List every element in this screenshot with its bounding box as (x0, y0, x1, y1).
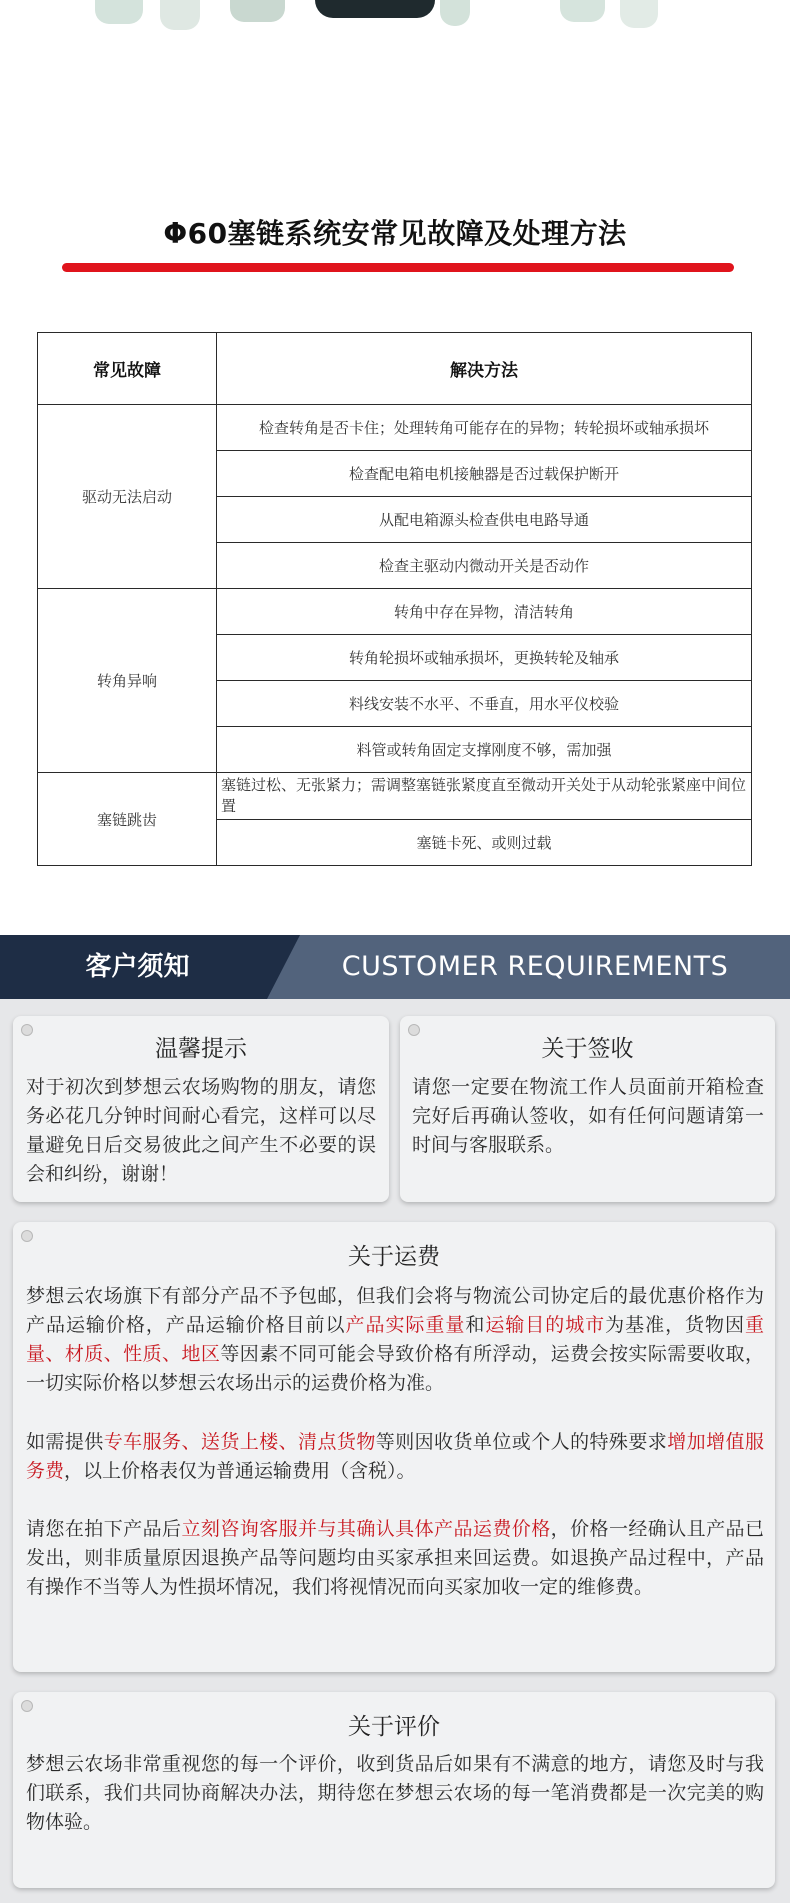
text-run: 等则因收货单位或个人的特殊要求 (375, 1431, 668, 1453)
fault-category: 驱动无法启动 (38, 405, 217, 589)
solution-cell: 检查配电箱电机接触器是否过载保护断开 (217, 451, 752, 497)
highlight-run: 增加增值服务费 (26, 1431, 764, 1482)
text-run: 如需提供 (26, 1431, 104, 1453)
review-card (13, 1692, 775, 1888)
solution-cell: 塞链过松、无张紧力；需调整塞链张紧度直至微动开关处于从动轮张紧座中间位置 (217, 773, 752, 820)
sign-text: 请您一定要在物流工作人员面前开箱检查完好后再确认签收，如有任何问题请第一时间与客服联系。 (412, 1076, 764, 1156)
solution-cell: 料线安装不水平、不垂直，用水平仪校验 (217, 681, 752, 727)
text-run: 请您在拍下产品后 (26, 1518, 182, 1540)
fault-table (37, 332, 752, 866)
freight-paragraph-1 (26, 1282, 764, 1398)
fault-category: 塞链跳齿 (38, 773, 217, 866)
text-run: ，价格一经确认且产品已发出，则非质量原因退换产品等问题均由买家承担来回运费。如退换产品过程中，产品有操作不当等人为性损坏情况，我们将视情况而向买家加收一定的维修费。 (26, 1518, 764, 1598)
freight-title: 关于运费 (348, 1244, 440, 1270)
highlight-run: 运输目的城市 (485, 1314, 606, 1336)
solution-cell: 检查转角是否卡住；处理转角可能存在的异物；转轮损坏或轴承损坏 (217, 405, 752, 451)
customer-requirements-banner (0, 935, 790, 999)
sign-title: 关于签收 (541, 1036, 634, 1062)
tips-text: 对于初次到梦想云农场购物的朋友，请您务必花几分钟时间耐心看完，这样可以尽量避免日后交易彼此之间产生不必要的误会和纠纷，谢谢！ (26, 1076, 376, 1185)
banner-title-cn: 客户须知 (85, 952, 190, 982)
table-row (38, 589, 752, 635)
highlight-run: 立刻咨询客服并与其确认具体产品运费价格 (181, 1518, 551, 1540)
highlight-run: 产品实际重量 (345, 1314, 466, 1336)
table-row (38, 405, 752, 451)
freight-paragraph-3 (26, 1515, 764, 1602)
text-run: 为基准，货物因 (605, 1314, 745, 1336)
banner-title-en: CUSTOMER REQUIREMENTS (341, 951, 729, 982)
freight-paragraph-2 (26, 1428, 764, 1486)
freight-card (13, 1222, 775, 1672)
sign-card (400, 1016, 775, 1202)
section-title: Φ60塞链系统安常见故障及处理方法 (163, 217, 627, 250)
highlight-run: 专车服务、送货上楼、清点货物 (103, 1431, 376, 1453)
text-run: 和 (465, 1314, 486, 1336)
review-text: 梦想云农场非常重视您的每一个评价，收到货品后如果有不满意的地方，请您及时与我们联系，我们共同协商解决办法，期待您在梦想云农场的每一笔消费都是一次完美的购物体验。 (26, 1753, 764, 1833)
solution-cell: 料管或转角固定支撑刚度不够，需加强 (217, 727, 752, 773)
text-run: ，以上价格表仅为普通运输费用（含税）。 (64, 1460, 416, 1482)
solution-cell: 检查主驱动内微动开关是否动作 (217, 543, 752, 589)
review-title: 关于评价 (348, 1714, 440, 1740)
solution-cell: 转角中存在异物，清洁转角 (217, 589, 752, 635)
solution-cell: 塞链卡死、或则过载 (217, 820, 752, 866)
table-header-row (38, 333, 752, 405)
header-fault: 常见故障 (38, 333, 217, 405)
header-solution: 解决方法 (217, 333, 752, 405)
tips-card (13, 1016, 389, 1202)
highlight-run: 重量、材质、性质、地区 (26, 1314, 764, 1365)
text-run: 等因素不同可能会导致价格有所浮动，运费会按实际需要收取，一切实际价格以梦想云农场出示的运费价格为准。 (26, 1343, 764, 1394)
solution-cell: 转角轮损坏或轴承损坏，更换转轮及轴承 (217, 635, 752, 681)
solution-cell: 从配电箱源头检查供电电路导通 (217, 497, 752, 543)
product-image-bottom-edge (0, 0, 790, 34)
tips-title: 温馨提示 (155, 1036, 247, 1062)
table-row (38, 773, 752, 820)
text-run: 梦想云农场旗下有部分产品不予包邮，但我们会将与物流公司协定后的最优惠价格作为产品运输价格，产品运输价格目前以 (26, 1285, 764, 1336)
title-underline (62, 263, 734, 272)
fault-category: 转角异响 (38, 589, 217, 773)
